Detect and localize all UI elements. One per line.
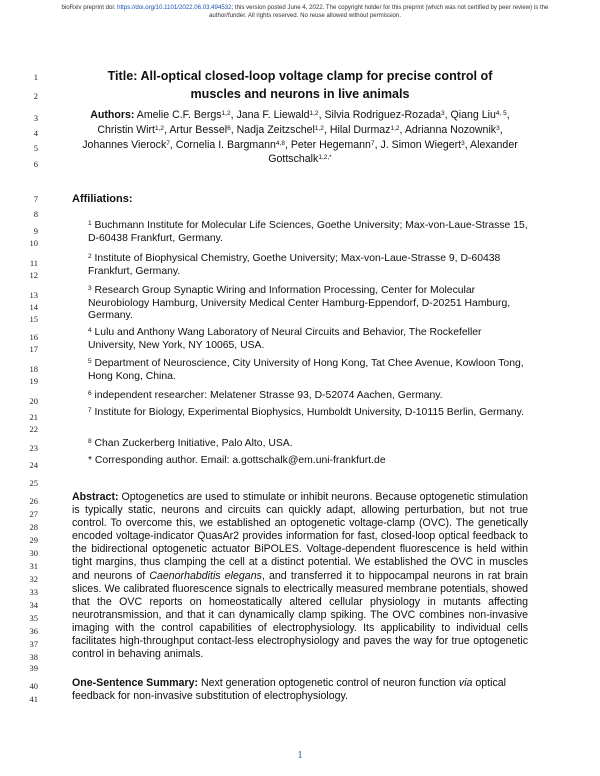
- line-number: 31: [29, 561, 38, 571]
- affiliation-text: Institute of Biophysical Chemistry, Goethe University; Max-von-Laue-Strasse 9, D-60438 Frankfurt, Germany.: [88, 253, 501, 277]
- author-name: , Nadja Zeitzschel: [230, 123, 315, 136]
- author-affil: 7: [166, 139, 170, 147]
- affiliation-number: 7: [88, 407, 92, 414]
- corresponding-author-text: * Corresponding author. Email: a.gottschalk@em.uni-frankfurt.de: [88, 455, 386, 466]
- summary-label: One-Sentence Summary:: [72, 677, 198, 689]
- line-number: 35: [29, 613, 38, 623]
- line-number: 23: [29, 443, 38, 453]
- line-number: 2: [33, 91, 38, 101]
- abstract-label: Abstract:: [72, 491, 119, 503]
- line-number: 22: [29, 424, 38, 434]
- line-number: 21: [29, 412, 38, 422]
- line-number: 38: [29, 652, 38, 662]
- summary-via: via: [458, 677, 473, 689]
- affiliation-text: Institute for Biology, Experimental Biophysics, Humboldt University, D-10115 Berlin, Germany.: [91, 407, 524, 418]
- abstract: [72, 491, 528, 661]
- doi-link[interactable]: https://doi.org/10.1101/2022.06.03.494532: [117, 4, 232, 11]
- line-number: 20: [29, 396, 38, 406]
- author-affil: 4,8: [275, 139, 285, 147]
- author-affil: 7: [370, 139, 375, 147]
- line-number: 30: [29, 548, 38, 558]
- abstract-text: Optogenetics are used to stimulate or inhibit neurons. Because optogenetic stimulation is typically static, neurons and circuits can quickly adapt, allowing perturbation, but not true control. To overcome this, we established an optogenetic voltage-clamp (OVC). The genetically encoded voltage-indicator QuasAr2 provides information for fast, closed-loop optical feedback to the bidirectional optogenetic actuator BiPOLES. Voltage-dependent fluorescence is held within tight margins, thus clamping the cell at a distinct potential. We established the OVC in muscles and neurons of: [72, 491, 528, 582]
- line-number: 5: [33, 143, 38, 153]
- affiliation-text: Lulu and Anthony Wang Laboratory of Neural Circuits and Behavior, The Rockefeller University, New York, NY 10065, USA.: [88, 327, 482, 351]
- affiliation-number: 6: [88, 390, 92, 397]
- affiliation-2: [88, 253, 528, 278]
- affiliation-number: 8: [88, 438, 92, 445]
- line-number: 28: [29, 522, 38, 532]
- author-name: , Cornelia I. Bargmann: [169, 138, 276, 151]
- paper-title: [60, 67, 540, 103]
- author-name: , Qiang Liu: [444, 109, 496, 121]
- author-affil: 1,2: [314, 124, 324, 132]
- affiliation-number: 5: [88, 358, 92, 365]
- author-affil: 1,2: [221, 110, 231, 117]
- author-affil: 1,2: [155, 124, 165, 132]
- line-number: 18: [29, 364, 38, 374]
- author-name: , Alexander Gottschalk: [268, 138, 518, 166]
- affiliation-text: Buchmann Institute for Molecular Life Sciences, Goethe University; Max-von-Laue-Strasse 15, D-60438 Frankfurt, Germany.: [88, 220, 528, 244]
- line-number: 14: [29, 302, 38, 312]
- affiliation-1: [88, 220, 528, 245]
- affiliation-text: Chan Zuckerberg Initiative, Palo Alto, USA.: [91, 438, 293, 449]
- affiliation-3: [88, 285, 528, 323]
- line-number: 17: [29, 344, 38, 354]
- line-number: 1: [33, 72, 38, 82]
- affiliation-number: 1: [88, 220, 92, 227]
- summary-text-continued: optical feedback for non-invasive substitution of electrophysiology.: [72, 677, 507, 702]
- author-affil: 6: [227, 124, 231, 132]
- line-number: 32: [29, 574, 38, 584]
- line-number: 33: [29, 587, 38, 597]
- line-number: 26: [29, 496, 38, 506]
- authors-label: Authors:: [90, 109, 135, 121]
- line-number: 39: [29, 663, 38, 673]
- line-number: 36: [29, 626, 38, 636]
- affiliation-6: [88, 390, 528, 403]
- corresponding-author: [88, 455, 528, 468]
- author-name: Amelie C.F. Bergs: [134, 109, 222, 121]
- author-affil: 1,2,*: [318, 154, 332, 162]
- affiliations-heading: Affiliations:: [72, 193, 133, 205]
- affiliation-7: [88, 407, 528, 420]
- affiliation-text: independent researcher: Melatener Strasse 93, D-52074 Aachen, Germany.: [91, 390, 443, 401]
- line-number: 29: [29, 535, 38, 545]
- author-name: , Christin Wirt: [97, 109, 510, 136]
- line-number: 37: [29, 639, 38, 649]
- line-number: 12: [29, 270, 38, 280]
- line-number: 27: [29, 509, 38, 519]
- line-number: 6: [33, 159, 38, 169]
- line-number: 19: [29, 376, 38, 386]
- author-affil: 3: [441, 110, 445, 117]
- author-name: , Artur Bessel: [164, 123, 228, 136]
- author-name: , Peter Hegemann: [284, 138, 371, 151]
- affiliation-number: 4: [88, 327, 92, 334]
- abstract-text-continued: , and transferred it to hippocampal neurons in rat brain slices. We calibrated fluorescence signals to electrically measured membrane potentials, showed that the OVC reports on homeostatically altered cellular physiology in mutants affecting neurotransmission, and that it can dynamically clamp spiking. The OVC combines non-invasive imaging with the control capabilities of electrophysiology. Its applicability to individual cells facilitates high-throughput contact-less electrophysiology and paves the way for true optogenetic control in behaving animals.: [72, 569, 529, 661]
- line-number: 7: [33, 194, 38, 204]
- preprint-header: [60, 4, 550, 20]
- affiliation-5: [88, 358, 528, 383]
- line-number: 4: [33, 128, 38, 138]
- line-number: 40: [29, 681, 38, 691]
- line-number: 9: [33, 226, 38, 236]
- author-list: [76, 108, 524, 167]
- line-number: 34: [29, 600, 38, 610]
- author-name: , Johannes Vierock: [82, 123, 503, 151]
- author-affil: 1,2: [390, 124, 400, 132]
- header-prefix: bioRxiv preprint doi:: [61, 4, 118, 11]
- line-number: 10: [29, 238, 38, 248]
- author-affil: 3: [461, 139, 465, 147]
- author-name: , Hilal Durmaz: [323, 123, 391, 136]
- affiliation-text: Research Group Synaptic Wiring and Information Processing, Center for Molecular Neurobiology Hamburg, University Medical Center Hamburg-Eppendorf, D-20251 Hamburg, Germany.: [88, 285, 511, 321]
- author-name: , J. Simon Wiegert: [374, 138, 462, 151]
- line-number: 15: [29, 314, 38, 324]
- author-affil: 1,2: [309, 110, 319, 117]
- line-number: 11: [29, 258, 38, 268]
- summary-text: Next generation optogenetic control of neuron function: [198, 677, 459, 689]
- line-number: 24: [29, 460, 38, 470]
- line-number: 8: [33, 209, 38, 219]
- title-line-1: Title: All-optical closed-loop voltage clamp for precise control of: [107, 69, 493, 83]
- affiliation-number: 3: [88, 285, 92, 292]
- header-notice: ; this version posted June 4, 2022. The copyright holder for this preprint (which was not certified by peer review) is the author/funder. All rights reserved. No reuse allowed without permission.: [208, 4, 549, 19]
- author-name: , Jana F. Liewald: [230, 109, 310, 121]
- title-line-2: muscles and neurons in live animals: [190, 87, 410, 101]
- author-affil: 3: [496, 124, 500, 132]
- affiliation-number: 2: [88, 253, 92, 260]
- species-name: Caenorhabditis elegans: [149, 569, 262, 582]
- line-number: 25: [29, 478, 38, 488]
- affiliation-text: Department of Neuroscience, City University of Hong Kong, Tat Chee Avenue, Kowloon Tong, Hong Kong, China.: [88, 358, 524, 382]
- line-number: 13: [29, 290, 38, 300]
- page-number: 1: [297, 750, 303, 761]
- line-number: 16: [29, 332, 38, 342]
- line-number: 3: [33, 113, 38, 123]
- line-number: 41: [29, 694, 38, 704]
- author-affil: 4, 5: [495, 110, 507, 117]
- one-sentence-summary: [72, 677, 528, 702]
- author-name: , Silvia Rodriguez-Rozada: [318, 109, 442, 121]
- affiliation-4: [88, 327, 528, 352]
- author-name: , Adrianna Nozownik: [399, 123, 497, 136]
- affiliation-8: [88, 438, 528, 451]
